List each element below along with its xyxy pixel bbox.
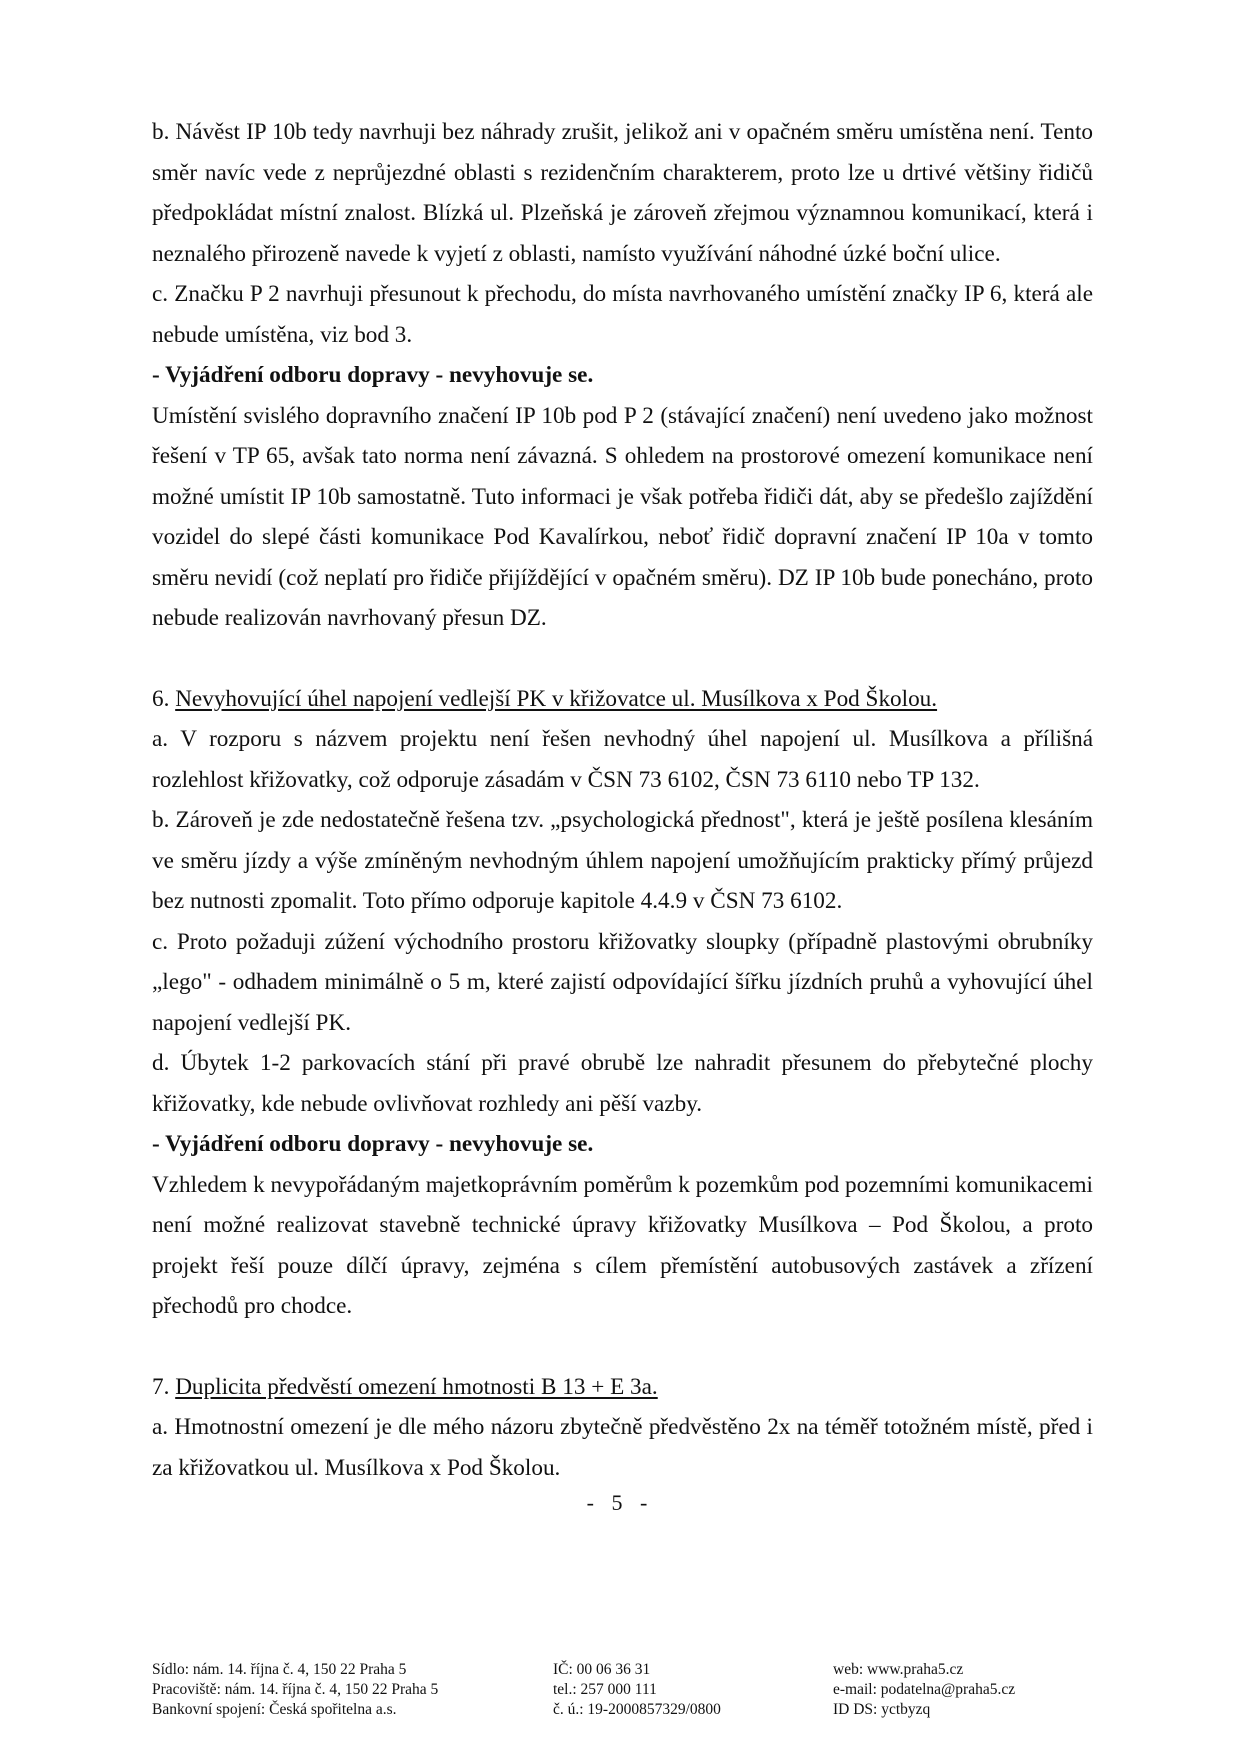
section-7-item-a: a. Hmotnostní omezení je dle mého názoru zbytečně předvěstěno 2x na téměř totožném místě, před i za křižovatkou ul. Musílkova x Pod Školou. [152,1414,1093,1481]
section-6-item-b: b. Zároveň je zde nedostatečně řešena tzv. „psychologická přednost", která je ještě posílena klesáním ve směru jízdy a výše zmíněným nevhodným úhlem napojení umožňujícím prakticky přímý průjezd bez nutnosti zpomalit. Toto přímo odporuje kapitole 4.4.9 v ČSN 73 6102. [152,807,1093,914]
section-number: 7. [152,1373,170,1400]
footer-line: Pracoviště: nám. 14. října č. 4, 150 22 Praha 5 [152,1681,439,1698]
response-heading: - Vyjádření odboru dopravy - nevyhovuje se. [152,1131,594,1157]
section-6-item-a: a. V rozporu s názvem projektu není řešen nevhodný úhel napojení ul. Musílkova a přílišná rozlehlost křižovatky, což odporuje zásadám v ČSN 73 6102, ČSN 73 6110 nebo TP 132. [152,726,1093,793]
footer-line: tel.: 257 000 111 [553,1681,657,1698]
footer-line: č. ú.: 19-2000857329/0800 [553,1701,721,1718]
response-text: Umístění svislého dopravního značení IP 10b pod P 2 (stávající značení) není uvedeno jako možnost řešení v TP 65, avšak tato norma není závazná. S ohledem na prostorové omezení komunikace není možné umístit IP 10b samostatně. Tuto informaci je však potřeba řidiči dát, aby se předešlo zajíždění vozidel do slepé části komunikace Pod Kavalírkou, neboť řidič dopravní značení IP 10a v tomto směru nevidí (což neplatí pro řidiče přijíždějící v opačném směru). DZ IP 10b bude ponecháno, proto nebude realizován navrhovaný přesun DZ. [152,402,1093,631]
section-6-item-c: c. Proto požaduji zúžení východního prostoru křižovatky sloupky (případně plastovými obrubníky „lego" - odhadem minimálně o 5 m, které zajistí odpovídající šířku jízdních pruhů a vyhovující úhel napojení vedlejší PK. [152,928,1093,1036]
section-spacer [152,639,1093,679]
document-body [152,112,1093,1488]
footer-line: web: www.praha5.cz [833,1661,964,1678]
footer-line: ID DS: yctbyzq [833,1701,931,1718]
footer-contact-column [833,1660,1015,1720]
section-number: 6. [152,685,170,712]
footer-line: IČ: 00 06 36 31 [553,1661,651,1678]
section-6-item-d: d. Úbytek 1-2 parkovacích stání při pravé obrubě lze nahradit přesunem do přebytečné plochy křižovatky, kde nebude ovlivňovat rozhledy ani pěší vazby. [152,1050,1093,1117]
section-title: Duplicita předvěstí omezení hmotnosti B 13 + E 3a. [175,1373,658,1400]
paragraph-b: b. Návěst IP 10b tedy navrhuji bez náhrady zrušit, jelikož ani v opačném směru umístěna není. Tento směr navíc vede z neprůjezdné oblasti s rezidenčním charakterem, proto lze u drtivé většiny řidičů předpokládat místní znalost. Blízká ul. Plzeňská je zároveň zřejmou významnou komunikací, která i neznalého přirozeně navede k vyjetí z oblasti, namísto využívání náhodné úzké boční ulice. [152,119,1093,267]
paragraph-c: c. Značku P 2 navrhuji přesunout k přechodu, do místa navrhovaného umístění značky IP 6, která ale nebude umístěna, viz bod 3. [152,281,1093,348]
footer-address-column [152,1660,438,1720]
footer-ids-column [553,1660,721,1720]
footer-line: Sídlo: nám. 14. října č. 4, 150 22 Praha 5 [152,1661,407,1678]
footer-line: Bankovní spojení: Česká spořitelna a.s. [152,1701,397,1718]
section-spacer [152,1327,1093,1367]
response-text: Vzhledem k nevypořádaným majetkoprávním poměrům k pozemkům pod pozemními komunikacemi není možné realizovat stavebně technické úpravy křižovatky Musílkova – Pod Školou, a proto projekt řeší pouze dílčí úpravy, zejména s cílem přemístění autobusových zastávek a zřízení přechodů pro chodce. [152,1171,1093,1319]
section-title: Nevyhovující úhel napojení vedlejší PK v křižovatce ul. Musílkova x Pod Školou. [175,685,938,712]
section-6-heading [152,679,1093,720]
footer-line: e-mail: podatelna@praha5.cz [833,1681,1016,1698]
section-7-heading [152,1367,1093,1408]
page-number: - 5 - [586,1490,654,1515]
response-heading: - Vyjádření odboru dopravy - nevyhovuje se. [152,362,594,388]
